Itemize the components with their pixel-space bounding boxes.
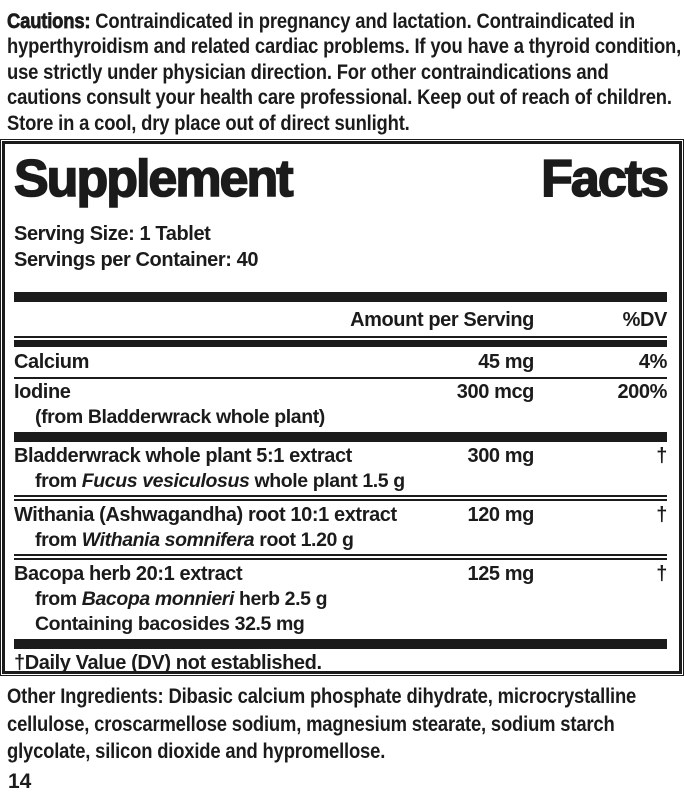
nutrient-row bbox=[14, 561, 667, 637]
subline-text: from bbox=[35, 588, 82, 610]
nutrient-subline bbox=[14, 405, 667, 430]
nutrient-amount: 125 mg bbox=[467, 563, 534, 585]
row-separator-thick bbox=[14, 639, 667, 649]
row-separator-double bbox=[14, 495, 667, 501]
title-word-supplement: Supplement bbox=[14, 150, 292, 208]
subline-text: herb 2.5 g bbox=[233, 588, 328, 610]
nutrient-dv: † bbox=[656, 563, 667, 585]
nutrient-dv: 4% bbox=[638, 351, 667, 373]
nutrient-name: Withania (Ashwagandha) root 10:1 extract bbox=[14, 504, 397, 526]
subline-text: whole plant 1.5 g bbox=[249, 470, 405, 492]
supplement-facts-panel bbox=[2, 141, 682, 674]
nutrient-amount: 45 mg bbox=[478, 351, 534, 373]
nutrient-dv: 200% bbox=[617, 381, 667, 403]
page-number: 14 bbox=[8, 770, 32, 793]
divider-thick-header bbox=[14, 340, 667, 347]
nutrient-name: Calcium bbox=[14, 351, 90, 373]
dv-header: %DV bbox=[622, 309, 667, 331]
row-separator-double bbox=[14, 554, 667, 560]
species-name: Withania somnifera bbox=[81, 529, 255, 551]
dv-footnote: †Daily Value (DV) not established. bbox=[14, 652, 322, 674]
supplement-facts-title bbox=[14, 150, 667, 208]
title-word-facts: Facts bbox=[541, 150, 667, 208]
subline-text: from bbox=[35, 529, 82, 551]
cautions-text: Contraindicated in pregnancy and lactation. Contraindicated in hyperthyroidism and related cardiac problems. If you have a thyroid condition, use strictly under physician direction. For other contraindications and cautions consult your health care professional. Keep out of reach of children. Store in a cool, dry place out of direct sunlight. bbox=[7, 10, 682, 135]
nutrient-amount: 300 mcg bbox=[456, 381, 534, 403]
subline-text: root 1.20 g bbox=[254, 529, 354, 551]
servings-per-container: Servings per Container: 40 bbox=[14, 249, 259, 271]
nutrient-row bbox=[14, 379, 667, 430]
nutrient-name: Bacopa herb 20:1 extract bbox=[14, 563, 243, 585]
subline-text: Containing bacosides 32.5 mg bbox=[35, 613, 305, 635]
cautions-label: Cautions: bbox=[7, 10, 91, 33]
subline-text: from bbox=[35, 470, 82, 492]
nutrient-subline bbox=[14, 612, 667, 637]
divider-thick-top bbox=[14, 292, 667, 302]
serving-size: Serving Size: 1 Tablet bbox=[14, 223, 211, 245]
row-separator-thick bbox=[14, 432, 667, 442]
table-header bbox=[14, 302, 667, 334]
nutrient-row bbox=[14, 443, 667, 494]
cautions-paragraph bbox=[0, 0, 684, 136]
nutrient-dv: † bbox=[656, 504, 667, 526]
other-ingredients-label: Other Ingredients: bbox=[7, 685, 164, 708]
other-ingredients-text: Dibasic calcium phosphate dihydrate, microcrystalline cellulose, croscarmellose sodium, magnesium stearate, sodium starch glycolate, silicon dioxide and hypromellose. bbox=[7, 685, 637, 763]
nutrient-rows bbox=[14, 347, 667, 649]
nutrient-name: Bladderwrack whole plant 5:1 extract bbox=[14, 445, 352, 467]
nutrient-name: Iodine bbox=[14, 381, 71, 403]
other-ingredients-paragraph bbox=[0, 674, 684, 767]
species-name: Bacopa monnieri bbox=[81, 588, 234, 610]
nutrient-row bbox=[14, 502, 667, 553]
nutrient-row bbox=[14, 347, 667, 377]
subline-text: (from Bladderwrack whole plant) bbox=[35, 406, 325, 428]
nutrient-dv: † bbox=[656, 445, 667, 467]
nutrient-subline bbox=[14, 469, 667, 494]
nutrient-subline bbox=[14, 528, 667, 553]
nutrient-amount: 120 mg bbox=[467, 504, 534, 526]
nutrient-subline bbox=[14, 587, 667, 612]
amount-per-serving-header: Amount per Serving bbox=[350, 309, 534, 331]
species-name: Fucus vesiculosus bbox=[81, 470, 250, 492]
nutrient-amount: 300 mg bbox=[467, 445, 534, 467]
